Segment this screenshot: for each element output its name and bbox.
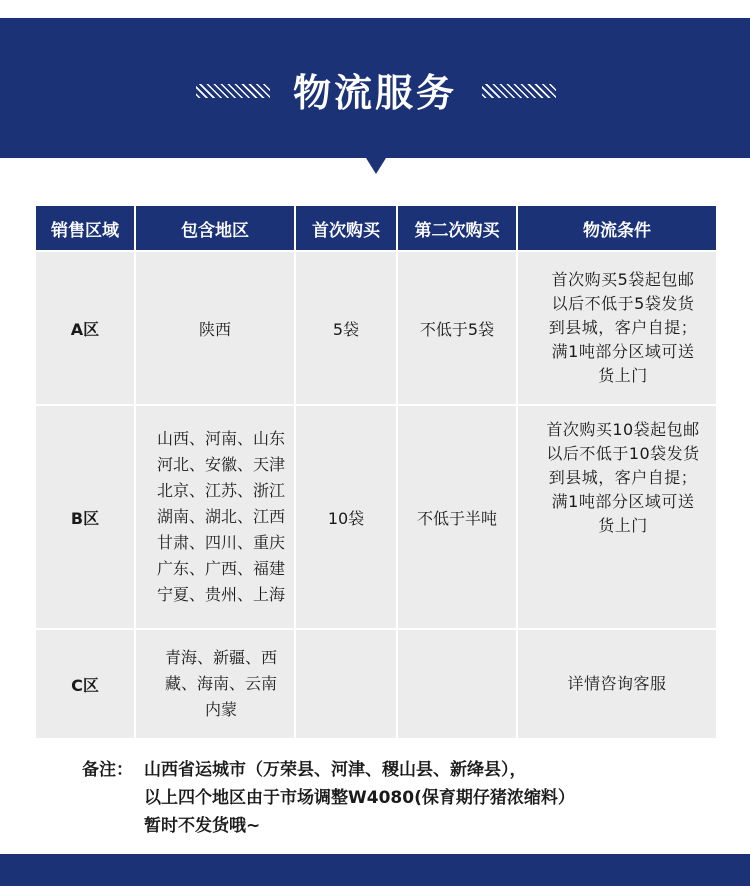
regions-cell <box>136 404 296 628</box>
first-purchase-cell <box>296 628 398 738</box>
column-header-second-purchase: 第二次购买 <box>398 206 518 250</box>
region-line: 内蒙 <box>204 700 237 719</box>
table-row <box>36 404 716 628</box>
second-purchase-cell <box>398 628 518 738</box>
conditions-cell <box>518 628 716 738</box>
region-line: 北京、江苏、浙江 <box>156 481 285 500</box>
column-header-conditions: 物流条件 <box>518 206 716 250</box>
table-row <box>36 628 716 738</box>
first-purchase-cell: 10袋 <box>296 404 398 628</box>
regions-cell <box>136 628 296 738</box>
second-purchase-cell: 不低于半吨 <box>398 404 518 628</box>
note-line: 暂时不发货哦~ <box>144 816 261 836</box>
condition-line: 以后不低于5袋发货 <box>551 294 695 313</box>
column-header-regions: 包含地区 <box>136 206 296 250</box>
region-line: 湖南、湖北、江西 <box>156 507 285 526</box>
condition-line: 到县城，客户自提； <box>548 468 698 487</box>
second-purchase-cell: 不低于5袋 <box>398 250 518 404</box>
header-notch <box>366 158 386 174</box>
first-purchase-cell: 5袋 <box>296 250 398 404</box>
table-row <box>36 250 716 404</box>
note-line: 以上四个地区由于市场调整W4080(保育期仔猪浓缩料） <box>144 788 575 808</box>
region-line: 宁夏、贵州、上海 <box>156 585 285 604</box>
zone-cell: A区 <box>36 250 136 404</box>
region-line: 广东、广西、福建 <box>156 559 285 578</box>
region-line: 山西、河南、山东 <box>156 429 285 448</box>
logistics-table <box>36 206 716 738</box>
condition-line: 满1吨部分区域可送 <box>551 342 695 361</box>
condition-line: 详情咨询客服 <box>567 674 667 693</box>
conditions-cell <box>518 404 716 628</box>
regions-cell <box>136 250 296 404</box>
condition-line: 货上门 <box>598 516 648 535</box>
page-title: 物流服务 <box>292 71 457 115</box>
zone-cell: B区 <box>36 404 136 628</box>
condition-line: 以后不低于10袋发货 <box>546 444 700 463</box>
condition-line: 货上门 <box>598 366 648 385</box>
region-line: 河北、安徽、天津 <box>156 455 285 474</box>
region-line: 青海、新疆、西 <box>164 648 277 667</box>
note-block <box>82 756 722 840</box>
note-line: 山西省运城市（万荣县、河津、稷山县、新绛县）， <box>144 760 527 780</box>
condition-line: 首次购买5袋起包邮 <box>551 270 695 289</box>
footer-band <box>0 854 750 886</box>
condition-line: 满1吨部分区域可送 <box>551 492 695 511</box>
table-header-row <box>36 206 716 250</box>
conditions-cell <box>518 250 716 404</box>
note-label: 备注： <box>82 760 133 780</box>
region-line: 甘肃、四川、重庆 <box>156 533 285 552</box>
region-line: 陕西 <box>198 319 231 339</box>
condition-line: 首次购买10袋起包邮 <box>546 420 700 439</box>
column-header-first-purchase: 首次购买 <box>296 206 398 250</box>
region-line: 藏、海南、云南 <box>164 674 277 693</box>
condition-line: 到县城，客户自提； <box>548 318 698 337</box>
zone-cell: C区 <box>36 628 136 738</box>
column-header-zone: 销售区域 <box>36 206 136 250</box>
